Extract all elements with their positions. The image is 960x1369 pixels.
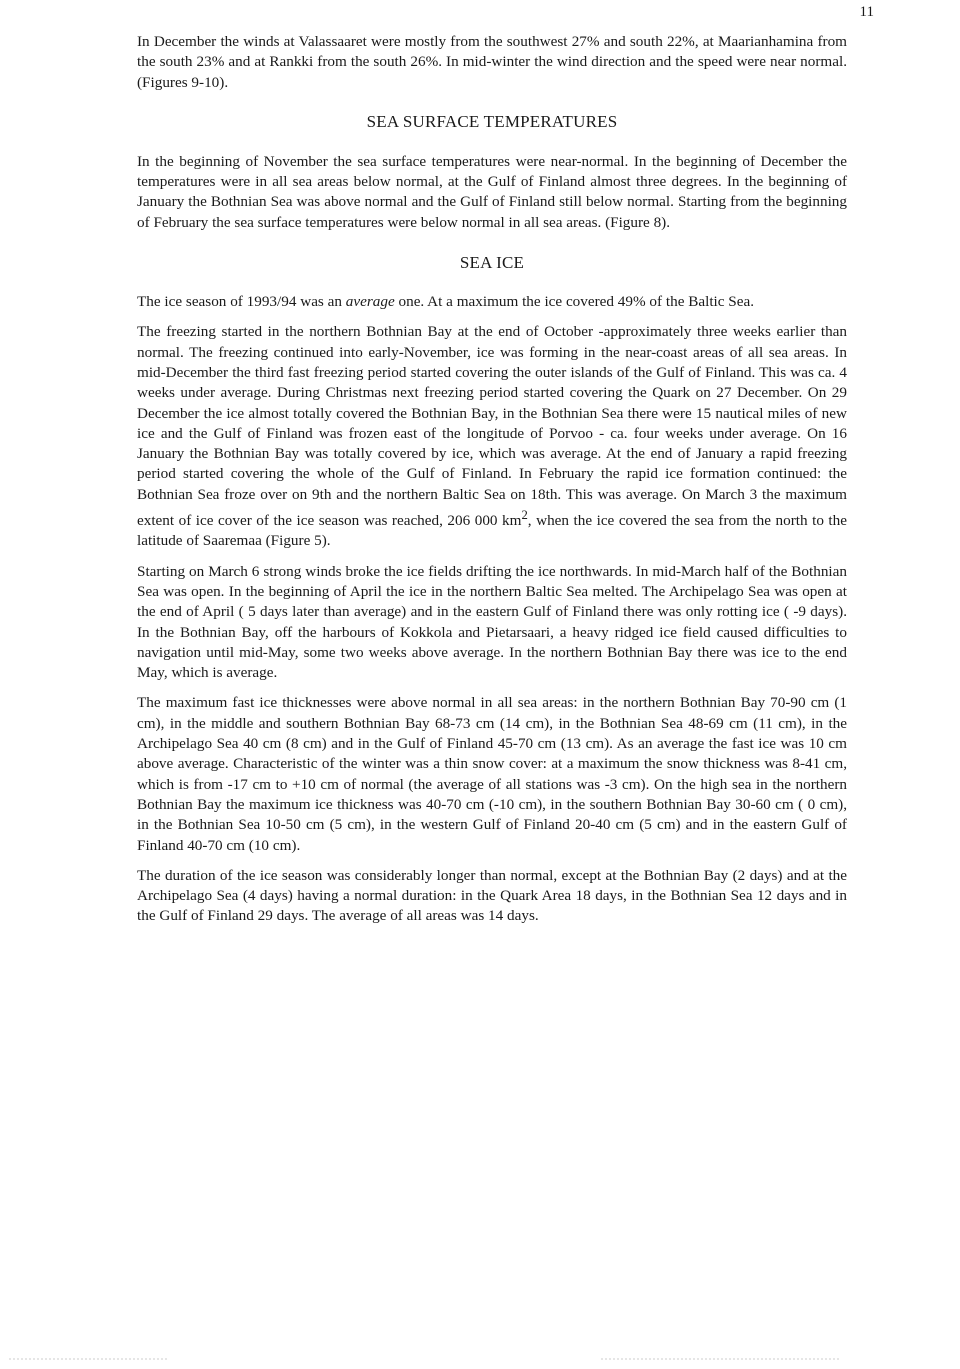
ice-season-paragraph bbox=[137, 292, 847, 312]
freezing-paragraph bbox=[137, 322, 847, 551]
page-number: 11 bbox=[859, 4, 874, 20]
freezing-text-end: , when the ice covered the sea from the north to the latitude of Saaremaa (Figure 5). bbox=[137, 512, 847, 550]
winds-paragraph: In December the winds at Valassaaret were mostly from the southwest 27% and south 22%, at Maarianhamina from the south 23% and at Rankki from the south 26%. In mid-winter the wind direction and the speed were near normal. (Figures 9-10). bbox=[137, 33, 847, 91]
ice-season-text-end: one. At a maximum the ice covered 49% of the Baltic Sea. bbox=[394, 293, 755, 311]
ice-season-emphasis: average bbox=[345, 293, 395, 311]
breakup-paragraph: Starting on March 6 strong winds broke the ice fields drifting the ice northwards. In mid-March half of the Bothnian Sea was open. In the beginning of April the ice in the northern Baltic Sea melted. The Archipelago Sea was open at the end of April ( 5 days later than average) and in the eastern Gulf of Finland there was only rotting ice ( -9 days). In the Bothnian Bay, off the harbours of Kokkola and Pietarsaari, a heavy ridged ice field caused difficulties to navigation until mid-May, some two weeks above average. In the northern Bothnian Bay there was ice to the end May, which is average. bbox=[137, 562, 847, 682]
scan-artifact bbox=[600, 1357, 840, 1361]
ice-duration-paragraph: The duration of the ice season was considerably longer than normal, except at the Bothnian Bay (2 days) and at the Archipelago Sea (4 days) having a normal duration: in the Quark Area 18 days, in the Bothnian Sea 12 days and in the Gulf of Finland 29 days. The average of all areas was 14 days. bbox=[137, 866, 847, 925]
ice-thickness-paragraph: The maximum fast ice thicknesses were above normal in all sea areas: in the northern Bothnian Bay 70-90 cm (1 cm), in the middle and southern Bothnian Bay 68-73 cm (14 cm), in the Bothnian Sea 48-69 cm (11 cm), in the Archipelago Sea 40 cm (8 cm) and in the Gulf of Finland 45-70 cm (13 cm). As an average the fast ice was 10 cm above average. Characteristic of the winter was a thin snow cover: at a maximum the snow thickness was 8-41 cm, which is from -17 cm to +10 cm of normal (the average of all stations was -3 cm). On the high sea in the northern Bothnian Bay the maximum ice thickness was 40-70 cm (-10 cm), in the southern Bothnian Bay 30-60 cm ( 0 cm), in the Bothnian Sea 10-50 cm (5 cm), in the western Gulf of Finland 20-40 cm (5 cm) and in the eastern Gulf of Finland 40-70 cm (10 cm). bbox=[137, 694, 847, 854]
page-body bbox=[137, 32, 847, 927]
section-heading-sea-ice: SEA ICE bbox=[459, 253, 525, 273]
scan-artifact bbox=[8, 1357, 168, 1361]
square-superscript: 2 bbox=[521, 508, 528, 523]
freezing-text-start: The freezing started in the northern Bothnian Bay at the end of October -approximately three weeks earlier than normal. The freezing continued into early-November, ice was forming in the near-coast areas of all sea areas. In mid-December the third fast freezing period started covering the outer islands of the Gulf of Finland. This was ca. 4 weeks under average. During Christmas next freezing period started covering the Quark on 27 December. On 29 December the ice almost totally covered the Bothnian Bay, in the Bothnian Sea there were 15 nautical miles of new ice and the Gulf of Finland was frozen east of the longitude of Porvoo - ca. four weeks under average. On 16 January the Bothnian Bay was totally covered by ice, which was average. At the end of January a rapid freezing period started covering the whole of the Gulf of Finland. In February the rapid ice formation continued: the Bothnian Sea froze over on 9th and the northern Baltic Sea on 18th. This was average. On March 3 the maximum extent of ice cover of the ice season was reached, 206 000 km bbox=[137, 323, 847, 530]
ice-season-text-start: The ice season of 1993/94 was an bbox=[137, 293, 346, 311]
section-heading-sea-surface-temperatures: SEA SURFACE TEMPERATURES bbox=[366, 111, 618, 131]
sea-surface-paragraph: In the beginning of November the sea surface temperatures were near-normal. In the beginning of December the temperatures were in all sea areas below normal, at the Gulf of Finland almost three degrees. In the beginning of January the Bothnian Sea was above normal and the Gulf of Finland still below normal. Starting from the beginning of February the sea surface temperatures were below normal in all sea areas. (Figure 8). bbox=[137, 152, 847, 231]
